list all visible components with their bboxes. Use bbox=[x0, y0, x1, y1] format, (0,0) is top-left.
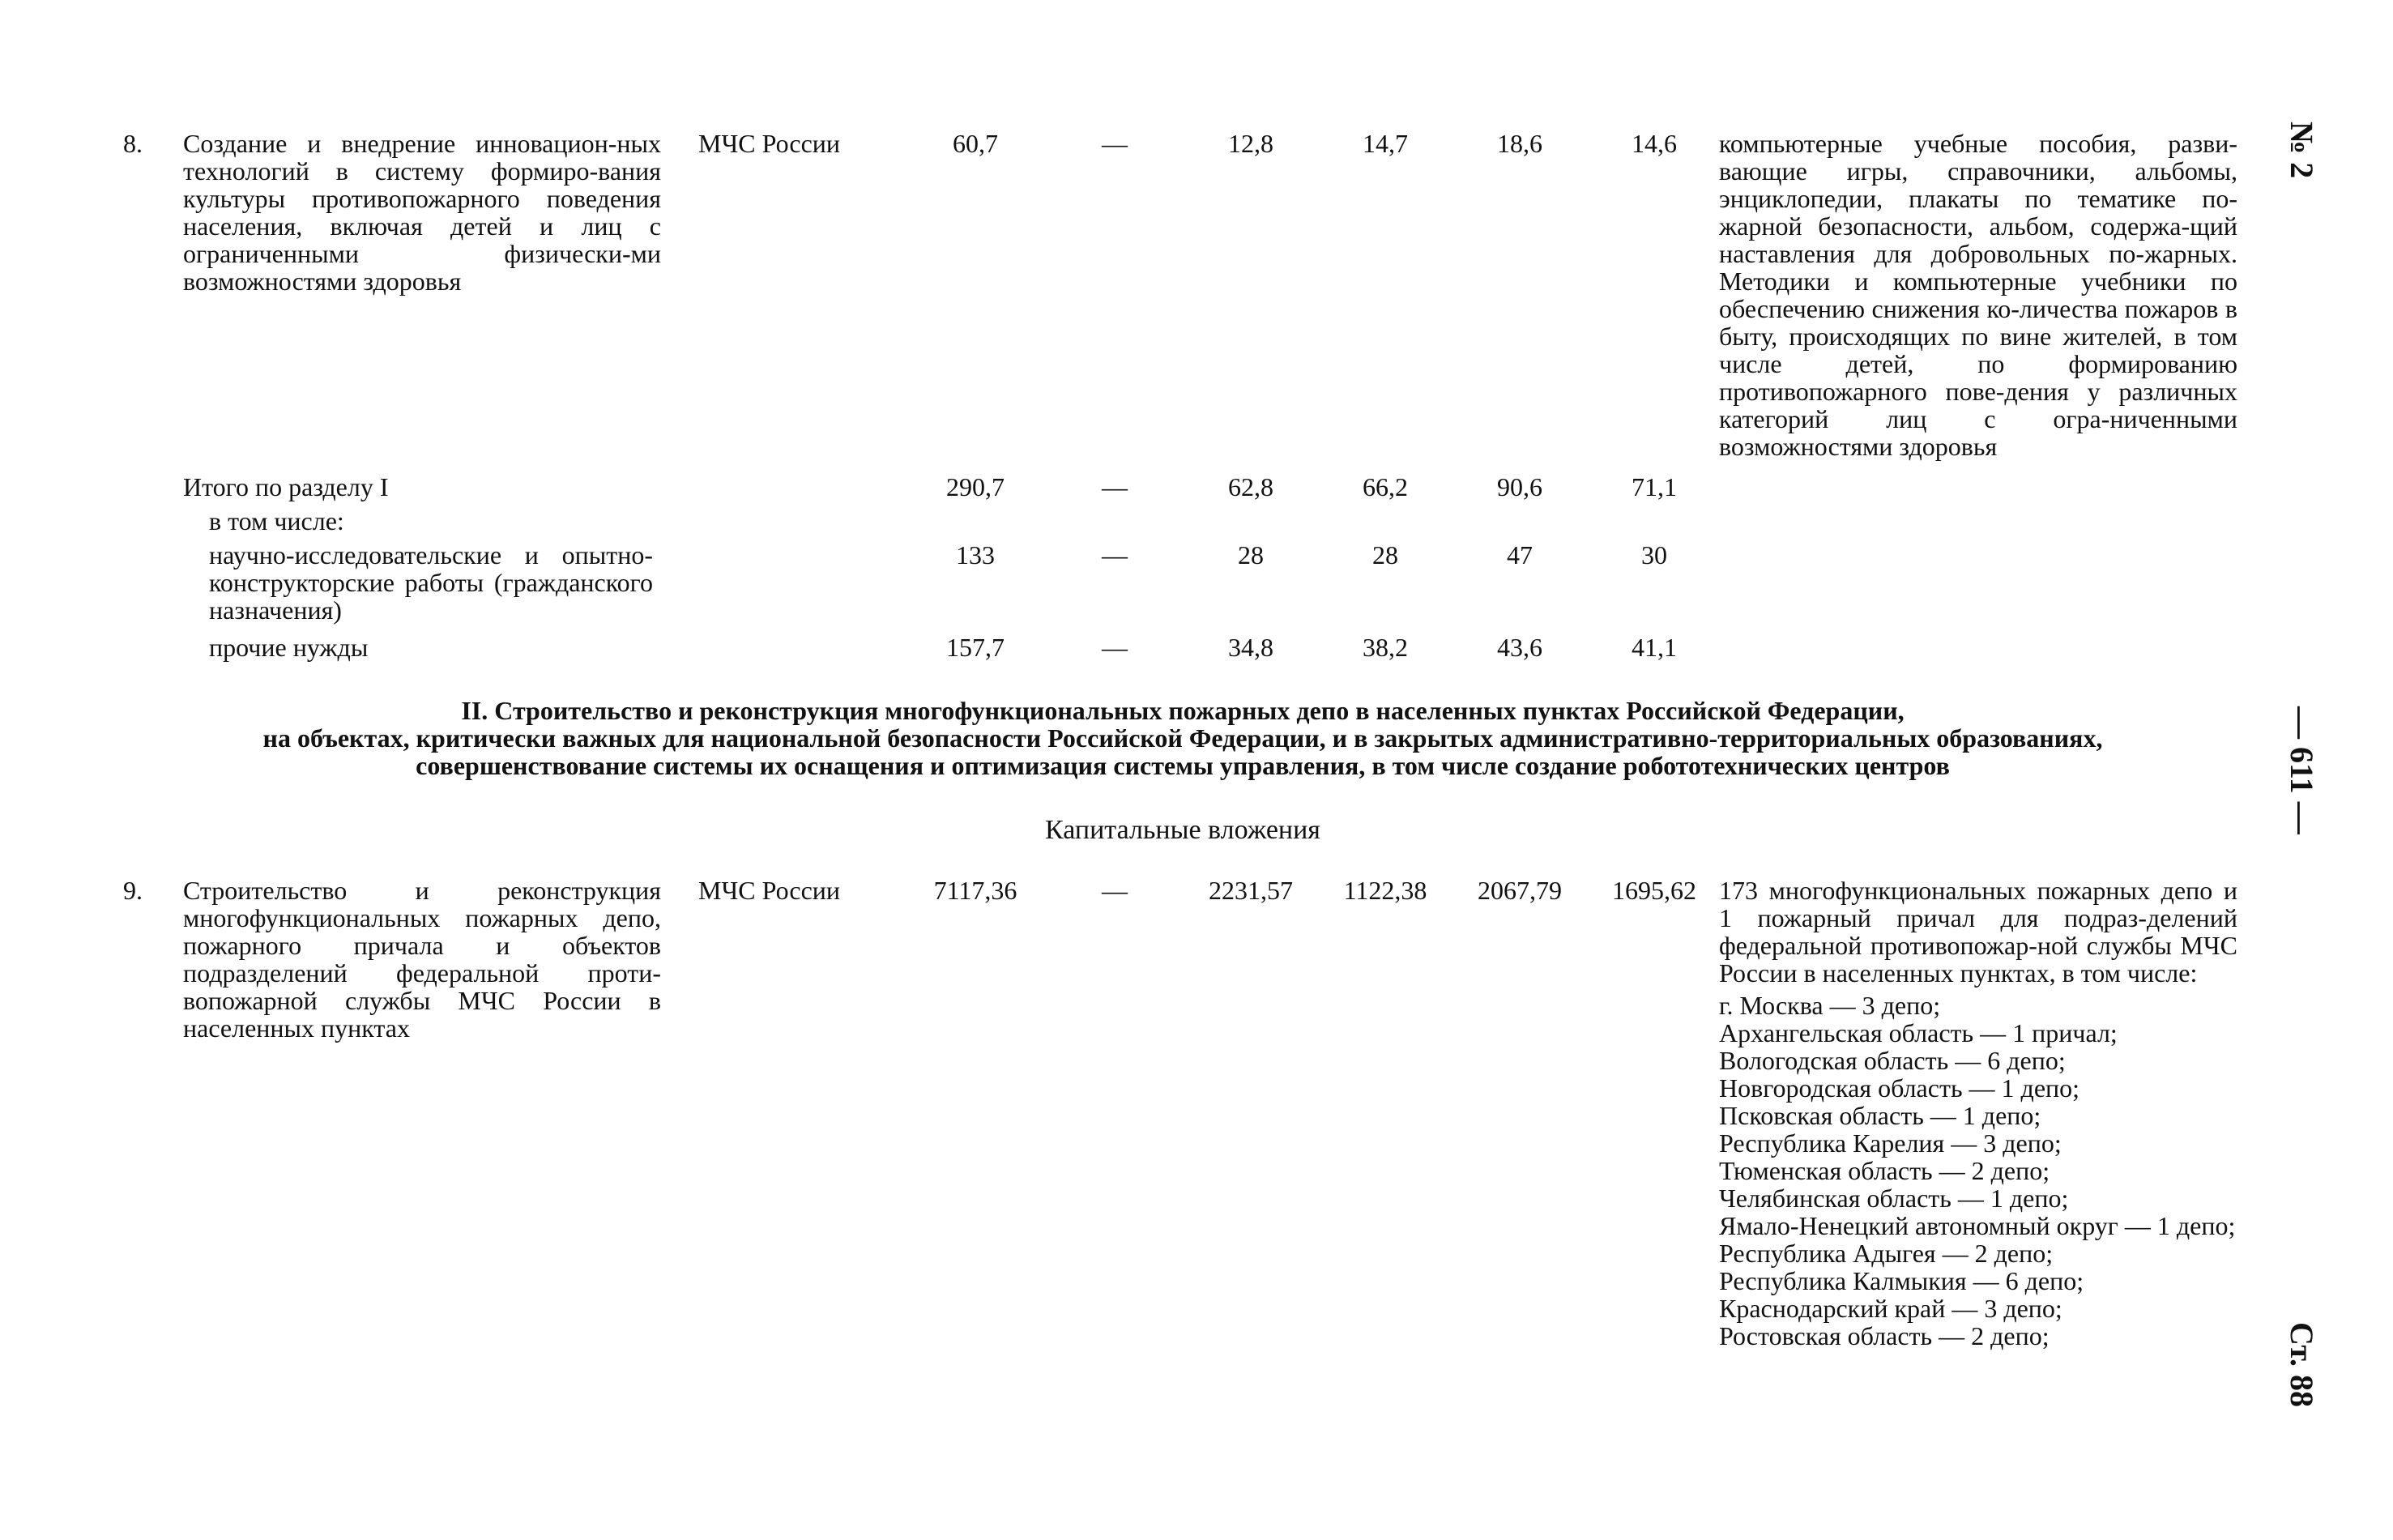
other-value-4: 41,1 bbox=[1632, 633, 1677, 662]
row-9-title: Строительство и реконструкция многофункциональных пожарных депо, пожарного причала и объектов подразделений федеральной проти-вопожарной службы МЧС России в населенных пунктах bbox=[183, 876, 661, 1043]
totals-value-3: 90,6 bbox=[1497, 472, 1542, 501]
row-8-dash: — bbox=[1102, 129, 1128, 158]
region-item: Ямало-Ненецкий автономный округ — 1 депо; bbox=[1719, 1211, 2236, 1240]
region-item: Республика Адыгея — 2 депо; bbox=[1719, 1239, 2054, 1268]
region-item: Республика Калмыкия — 6 депо; bbox=[1719, 1266, 2084, 1295]
article-number: Ст. 88 bbox=[2284, 1322, 2320, 1407]
other-label: прочие нужды bbox=[209, 633, 369, 662]
region-item: Вологодская область — 6 депо; bbox=[1719, 1046, 2066, 1075]
totals-dash: — bbox=[1102, 472, 1128, 501]
row-8-index: 8. bbox=[123, 129, 143, 158]
rnd-label: научно-исследовательские и опытно-конструкторские работы (гражданского назначения) bbox=[209, 540, 653, 625]
other-dash: — bbox=[1102, 633, 1128, 662]
section-2-heading-line-3: совершенствование системы их оснащения и оптимизация системы управления, в том числе создание робототехнических центров bbox=[416, 751, 1950, 780]
row-9-result bbox=[1719, 877, 2237, 1350]
row-9-value-3: 2067,79 bbox=[1478, 876, 1562, 905]
region-item: г. Москва — 3 депо; bbox=[1719, 991, 1941, 1020]
totals-value-4: 71,1 bbox=[1632, 472, 1677, 501]
row-9-dash: — bbox=[1102, 876, 1128, 905]
row-8-executor: МЧС России bbox=[698, 129, 841, 158]
totals-including: в том числе: bbox=[209, 506, 344, 535]
row-9-total: 7117,36 bbox=[933, 876, 1017, 905]
row-9-executor: МЧС России bbox=[698, 876, 841, 905]
row-9-value-4: 1695,62 bbox=[1612, 876, 1696, 905]
region-item: Ростовская область — 2 депо; bbox=[1719, 1321, 2050, 1350]
rnd-dash: — bbox=[1102, 540, 1128, 570]
other-value-3: 43,6 bbox=[1497, 633, 1542, 662]
totals-value-1: 62,8 bbox=[1228, 472, 1273, 501]
rnd-value-2: 28 bbox=[1372, 540, 1398, 570]
row-8-title: Создание и внедрение инновацион-ных технологий в систему формиро-вания культуры противопожарного поведения населения, включая детей и лиц с ограниченными физически-ми возможностями здоровья bbox=[183, 129, 661, 296]
row-9-result-intro: 173 многофункциональных пожарных депо и 1 пожарный причал для подраз-делений федеральной противопожар-ной службы МЧС России в населенных пунктах, в том числе: bbox=[1719, 876, 2237, 988]
region-item: Тюменская область — 2 депо; bbox=[1719, 1156, 2050, 1185]
row-9-value-2: 1122,38 bbox=[1343, 876, 1427, 905]
rnd-value-4: 30 bbox=[1641, 540, 1667, 570]
section-2-heading bbox=[113, 697, 2252, 779]
row-8-result: компьютерные учебные пособия, разви-вающие игры, справочники, альбомы, энциклопедии, плакаты по тематике по-жарной безопасности, альбом, содержа-щий наставления для добровольных по-жарных. Методики и компьютерные учебники по обеспечению снижения ко-личества пожаров в быту, происходящих по вине жителей, в том числе детей, по формированию противопожарного пове-дения у различных категорий лиц с огра-ниченными возможностями здоровья bbox=[1719, 129, 2237, 461]
page-number: — 611 — bbox=[2284, 706, 2320, 834]
row-9-region-list bbox=[1719, 992, 2237, 1350]
rnd-value-3: 47 bbox=[1507, 540, 1533, 570]
region-item: Краснодарский край — 3 депо; bbox=[1719, 1294, 2062, 1323]
region-item: Псковская область — 1 депо; bbox=[1719, 1101, 2041, 1130]
totals-total: 290,7 bbox=[946, 472, 1005, 501]
totals-label: Итого по разделу I bbox=[183, 472, 389, 501]
row-8-value-3: 18,6 bbox=[1497, 129, 1542, 158]
row-8-value-1: 12,8 bbox=[1228, 129, 1273, 158]
section-2-heading-line-2: на объектах, критически важных для национальной безопасности Российской Федерации, и в закрытых административно-территориальных образованиях, bbox=[262, 723, 2103, 753]
region-item: Архангельская область — 1 причал; bbox=[1719, 1018, 2118, 1047]
region-item: Новгородская область — 1 депо; bbox=[1719, 1073, 2080, 1103]
other-value-1: 34,8 bbox=[1228, 633, 1273, 662]
totals-value-2: 66,2 bbox=[1363, 472, 1408, 501]
section-2-subheading: Капитальные вложения bbox=[1045, 815, 1320, 845]
row-9-value-1: 2231,57 bbox=[1209, 876, 1293, 905]
other-value-2: 38,2 bbox=[1363, 633, 1408, 662]
row-8-value-2: 14,7 bbox=[1363, 129, 1408, 158]
other-total: 157,7 bbox=[946, 633, 1005, 662]
rnd-total: 133 bbox=[956, 540, 995, 570]
region-item: Челябинская область — 1 депо; bbox=[1719, 1184, 2069, 1213]
row-8-total: 60,7 bbox=[953, 129, 998, 158]
row-8-value-4: 14,6 bbox=[1632, 129, 1677, 158]
region-item: Республика Карелия — 3 депо; bbox=[1719, 1128, 2062, 1158]
section-2-heading-line-1: II. Строительство и реконструкция многофункциональных пожарных депо в населенных пунктах Российской Федерации, bbox=[461, 696, 1905, 725]
row-9-index: 9. bbox=[123, 876, 143, 905]
issue-number: № 2 bbox=[2284, 122, 2320, 179]
rnd-value-1: 28 bbox=[1238, 540, 1264, 570]
